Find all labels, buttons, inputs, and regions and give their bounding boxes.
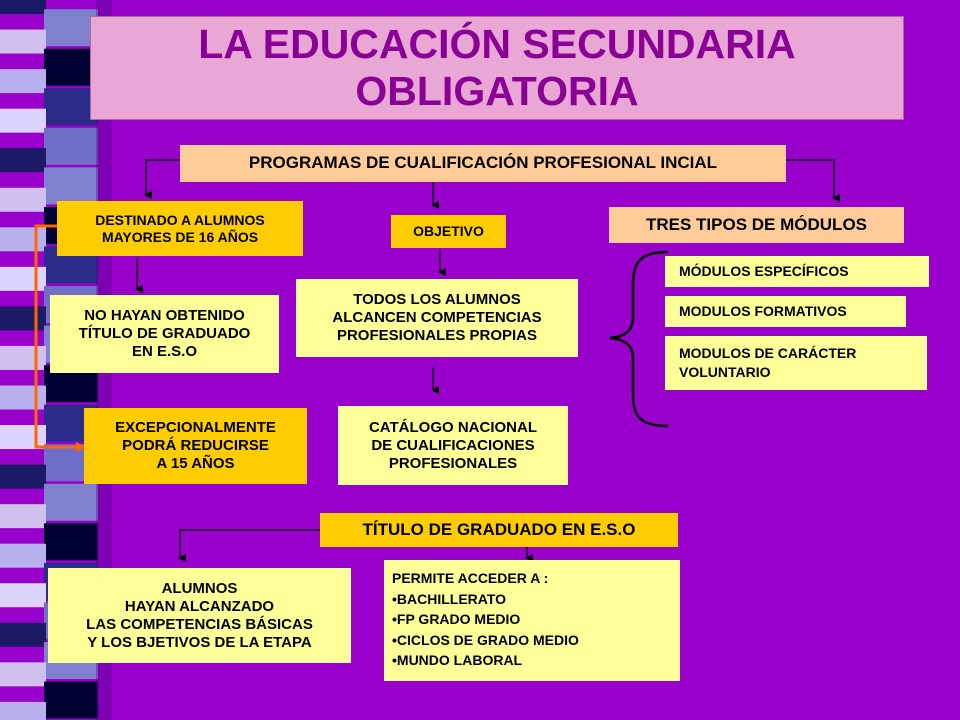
excepcionalmente-box xyxy=(84,408,307,484)
page-title xyxy=(90,16,904,120)
stripe xyxy=(0,0,46,14)
arrow-to-alumnos xyxy=(180,530,320,558)
stripe xyxy=(44,523,98,560)
stripe xyxy=(0,148,46,172)
alumnos-line: Y LOS BJETIVOS DE LA ETAPA xyxy=(87,633,312,651)
stripe xyxy=(0,702,46,720)
stripe xyxy=(0,109,46,133)
no-hayan-line: TÍTULO DE GRADUADO xyxy=(78,325,251,342)
stripe xyxy=(0,623,46,647)
stripe xyxy=(0,425,46,449)
catalogo-box xyxy=(338,406,568,485)
modulo-item xyxy=(665,296,906,327)
tres-tipos-label: TRES TIPOS DE MÓDULOS xyxy=(645,214,868,234)
catalogo-line: DE CUALIFICACIONES xyxy=(371,436,535,454)
catalogo-line: PROFESIONALES xyxy=(388,454,518,472)
modulo-item xyxy=(665,336,927,390)
arrow-to-tres-tipos xyxy=(786,160,834,198)
excepcionalmente-line: EXCEPCIONALMENTE xyxy=(115,419,276,436)
modulo-label: MODULOS FORMATIVOS xyxy=(679,303,847,320)
stripe xyxy=(0,504,46,528)
stripe xyxy=(44,167,98,204)
stripe xyxy=(0,662,46,686)
permite-item: •FP GRADO MEDIO xyxy=(392,611,521,628)
title-line-2: OBLIGATORIA xyxy=(355,68,639,114)
permite-item: •CICLOS DE GRADO MEDIO xyxy=(392,631,579,648)
alumnos-line: LAS COMPETENCIAS BÁSICAS xyxy=(86,615,313,633)
permite-title: PERMITE ACCEDER A : xyxy=(392,570,549,586)
permite-item: •BACHILLERATO xyxy=(392,590,507,607)
catalogo-line: CATÁLOGO NACIONAL xyxy=(368,418,538,436)
pcpi-header-box xyxy=(180,145,786,182)
destinado-box xyxy=(57,201,303,256)
objetivo-label: OBJETIVO xyxy=(413,223,484,240)
destinado-line: DESTINADO A ALUMNOS xyxy=(95,211,265,228)
alumnos-line: ALUMNOS xyxy=(161,579,238,597)
graduado-header-label: TÍTULO DE GRADUADO EN E.S.O xyxy=(362,519,636,539)
stripe xyxy=(44,128,98,165)
excepcionalmente-line: PODRÁ REDUCIRSE xyxy=(122,437,269,454)
permite-box xyxy=(384,560,680,681)
stripe xyxy=(0,69,46,93)
graduado-header-box xyxy=(320,513,678,547)
destinado-line: MAYORES DE 16 AÑOS xyxy=(101,228,259,245)
no-hayan-line: NO HAYAN OBTENIDO xyxy=(84,307,245,324)
modulo-item xyxy=(665,256,929,287)
stripe xyxy=(44,484,98,521)
alumnos-line: HAYAN ALCANZADO xyxy=(124,597,275,615)
pcpi-header-label: PROGRAMAS DE CUALIFICACIÓN PROFESIONAL INCIAL xyxy=(248,153,718,173)
stripe xyxy=(0,465,46,489)
modulo-label: MODULOS DE CARÁCTER VOLUNTARIO xyxy=(679,345,857,380)
title-line-1: LA EDUCACIÓN SECUNDARIA xyxy=(198,20,796,67)
stripe xyxy=(0,30,46,54)
todos-line: ALCANCEN COMPETENCIAS xyxy=(332,309,542,326)
stripe xyxy=(0,188,46,212)
modules-brace xyxy=(610,252,668,426)
stripe xyxy=(0,346,46,370)
stripe xyxy=(0,306,46,330)
modulo-label: MÓDULOS ESPECÍFICOS xyxy=(679,263,849,280)
stripe xyxy=(0,544,46,568)
excepcionalmente-line: A 15 AÑOS xyxy=(156,455,235,472)
tres-tipos-box xyxy=(609,207,904,243)
stripe xyxy=(0,267,46,291)
no-hayan-box xyxy=(50,295,279,373)
stripe xyxy=(0,583,46,607)
alumnos-box xyxy=(48,568,351,663)
stripe xyxy=(44,682,98,719)
no-hayan-line: EN E.S.O xyxy=(131,343,198,360)
todos-line: PROFESIONALES PROPIAS xyxy=(336,327,538,344)
stripe xyxy=(0,227,46,251)
todos-line: TODOS LOS ALUMNOS xyxy=(353,291,521,308)
permite-item: •MUNDO LABORAL xyxy=(392,652,523,669)
objetivo-box xyxy=(391,215,506,248)
arrow-to-destinado xyxy=(146,160,180,195)
todos-box xyxy=(296,279,578,357)
stripe xyxy=(0,386,46,410)
